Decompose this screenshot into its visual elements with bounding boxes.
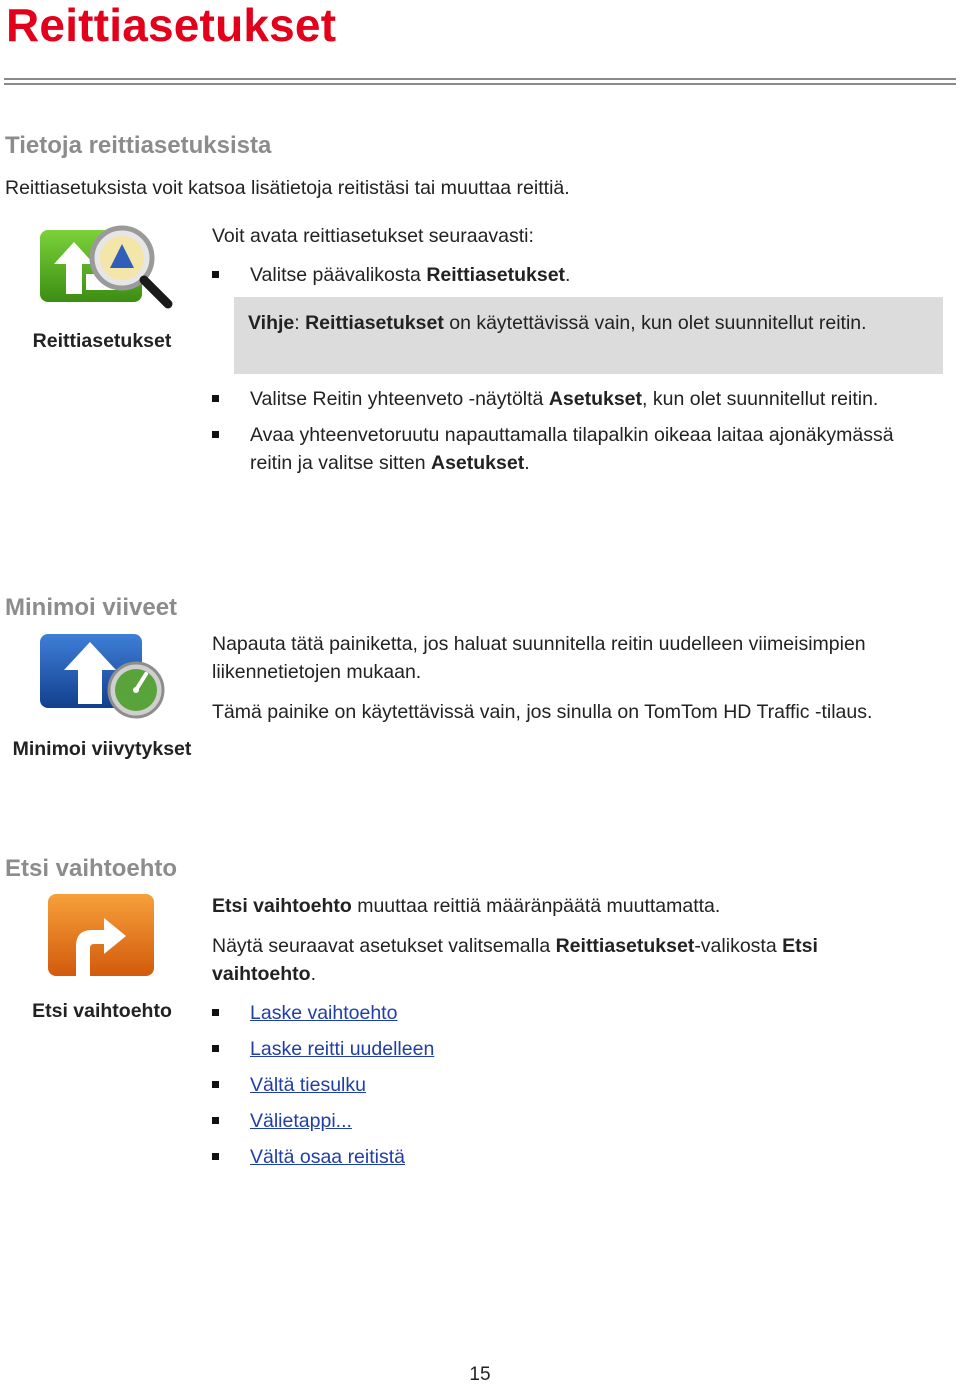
intro-text: .: [310, 963, 317, 985]
step-text: Valitse Reitin yhteenveto -näytöltä: [250, 388, 549, 410]
list-item: [212, 385, 912, 413]
link-avoid-part-of-route[interactable]: Vältä osaa reitistä: [250, 1146, 406, 1168]
section-title-find-alternative: Etsi vaihtoehto: [5, 855, 178, 882]
list-item: [212, 421, 912, 477]
tip-emphasis: Reittiasetukset: [305, 312, 444, 334]
step-text: Valitse päävalikosta: [250, 264, 427, 286]
tip-box: [234, 297, 943, 374]
section-intro: Reittiasetuksista voit katsoa lisätietoja reitistäsi tai muuttaa reittiä.: [5, 177, 570, 199]
open-steps-list-1: [212, 261, 912, 289]
link-calculate-alternative[interactable]: Laske vaihtoehto: [250, 1002, 398, 1024]
list-item: [212, 1035, 912, 1063]
page-title: Reittiasetukset: [6, 0, 337, 51]
list-item: [212, 1071, 912, 1099]
page-number: 15: [469, 1364, 491, 1385]
route-settings-icon: [36, 218, 176, 310]
open-instructions: Voit avata reittiasetukset seuraavasti:: [212, 225, 534, 247]
list-item: [212, 1107, 912, 1135]
minimize-delays-caption: Minimoi viivytykset: [12, 738, 192, 760]
find-alternative-description: [212, 892, 912, 920]
minimize-delays-icon: [36, 628, 170, 720]
step-emphasis: Reittiasetukset: [426, 264, 566, 286]
intro-text: -valikosta: [694, 935, 783, 957]
tip-separator: :: [294, 312, 306, 334]
minimize-delays-description: Napauta tätä painiketta, jos haluat suunnitella reitin uudelleen viimeisimpien liikennetietojen mukaan.: [212, 633, 866, 683]
intro-text: Näytä seuraavat asetukset valitsemalla: [212, 935, 556, 957]
term-emphasis: Etsi vaihtoehto: [212, 895, 352, 917]
list-item: [212, 999, 912, 1027]
link-avoid-roadblock[interactable]: Vältä tiesulku: [250, 1074, 366, 1096]
alternative-options-list: [212, 999, 912, 1171]
menu-options-intro: [212, 932, 912, 988]
traffic-requirement-note: Tämä painike on käytettävissä vain, jos sinulla on TomTom HD Traffic -tilaus.: [212, 701, 873, 723]
section-title-minimize-delays: Minimoi viiveet: [5, 594, 178, 621]
tip-rest: on käytettävissä vain, kun olet suunnitellut reitin.: [443, 312, 867, 334]
title-rule-bottom: [4, 83, 956, 85]
open-steps-list-2: [212, 385, 912, 477]
description-text: muuttaa reittiä määränpäätä muuttamatta.: [351, 895, 721, 917]
link-recalculate-route[interactable]: Laske reitti uudelleen: [250, 1038, 435, 1060]
section-title-route-settings: Tietoja reittiasetuksista: [5, 132, 272, 159]
step-text: .: [524, 452, 530, 474]
find-alternative-caption: Etsi vaihtoehto: [32, 1000, 172, 1022]
list-item: [212, 261, 912, 289]
step-text: .: [565, 264, 571, 286]
link-waypoint[interactable]: Välietappi...: [250, 1110, 352, 1132]
list-item: [212, 1143, 912, 1171]
tip-text: [248, 309, 928, 337]
tip-label: Vihje: [248, 312, 295, 334]
step-text: Avaa yhteenvetoruutu napauttamalla tilapalkin oikeaa laitaa ajonäkymässä reitin ja valitse sitten: [250, 424, 894, 474]
step-text: , kun olet suunnitellut reitin.: [642, 388, 879, 410]
route-settings-caption: Reittiasetukset: [32, 330, 172, 352]
step-emphasis: Asetukset: [548, 388, 643, 410]
title-rule-top: [4, 78, 956, 80]
find-alternative-icon: [46, 892, 158, 980]
menu-emphasis: Reittiasetukset: [555, 935, 695, 957]
option-emphasis: Etsi vaihtoehto: [212, 935, 818, 985]
step-emphasis: Asetukset: [431, 452, 525, 474]
